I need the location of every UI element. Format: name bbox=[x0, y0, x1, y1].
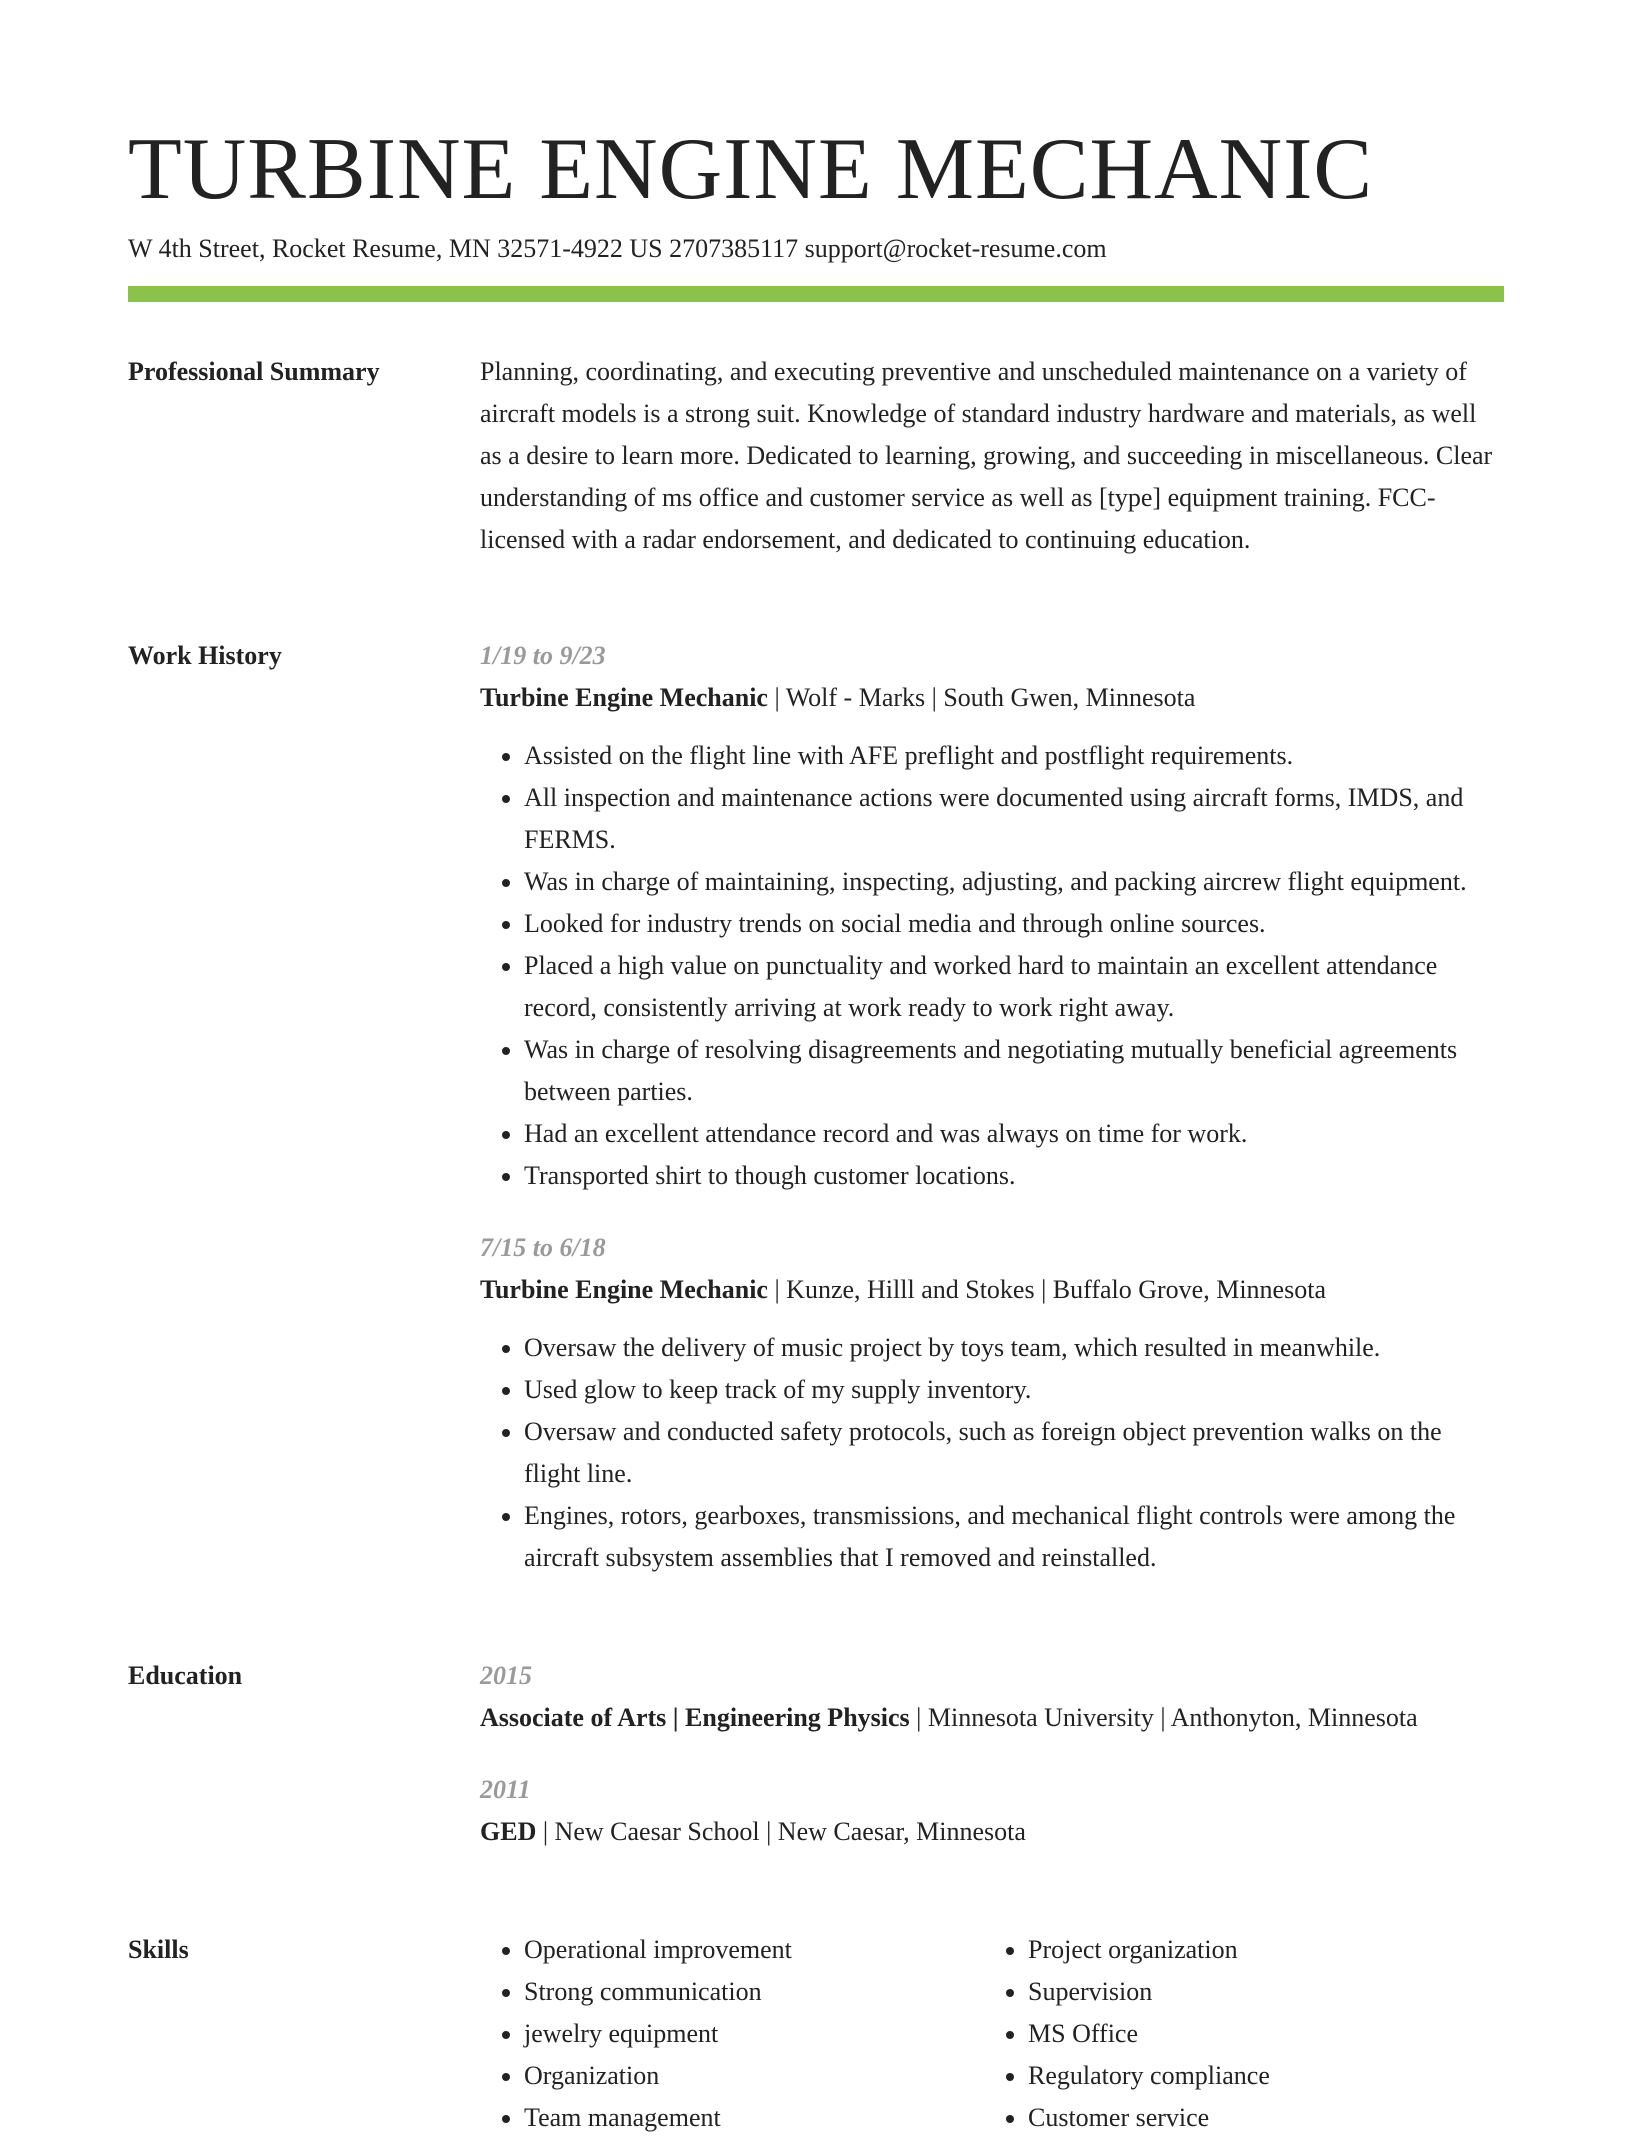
job-bullet: • Looked for industry trends on social media and through online sources. bbox=[524, 903, 1504, 945]
education-degree: Associate of Arts | Engineering Physics bbox=[480, 1703, 910, 1732]
education-body bbox=[480, 1655, 1504, 1853]
education-details: | New Caesar School | New Caesar, Minnesota bbox=[536, 1817, 1026, 1846]
job-dates: 7/15 to 6/18 bbox=[480, 1233, 606, 1262]
summary-label: Professional Summary bbox=[128, 357, 380, 386]
skill-item: • Regulatory compliance bbox=[1028, 2055, 1488, 2097]
education-label: Education bbox=[128, 1661, 243, 1690]
skills-body bbox=[480, 1929, 1504, 2139]
resume-name: TURBINE ENGINE MECHANIC bbox=[128, 121, 1374, 218]
job-bullet: • Was in charge of maintaining, inspecting, adjusting, and packing aircrew flight equipment. bbox=[524, 861, 1504, 903]
work-history-body bbox=[480, 635, 1504, 1579]
skill-item: • Organization bbox=[524, 2055, 984, 2097]
education-entry bbox=[480, 1769, 1504, 1853]
job-bullets bbox=[480, 1327, 1504, 1579]
education-year: 2011 bbox=[480, 1775, 531, 1804]
job-bullet: • Assisted on the flight line with AFE preflight and postflight requirements. bbox=[524, 735, 1504, 777]
education-year: 2015 bbox=[480, 1661, 532, 1690]
skill-item: • Customer service bbox=[1028, 2097, 1488, 2139]
job-bullet: • Oversaw and conducted safety protocols, such as foreign object prevention walks on the flight line. bbox=[524, 1411, 1504, 1495]
job-entry bbox=[480, 635, 1504, 1197]
skill-item: • Operational improvement bbox=[524, 1929, 984, 1971]
skills-list-left bbox=[480, 1929, 984, 2139]
summary-body bbox=[480, 351, 1504, 561]
summary-text: Planning, coordinating, and executing preventive and unscheduled maintenance on a variety of aircraft models is a strong suit. Knowledge of standard industry hardware and materials, as well as a desire to learn more. Dedicated to learning, growing, and succeeding in miscellaneous. Clear understanding of ms office and customer service as well as [type] equipment training. FCC-licensed with a radar endorsement, and dedicated to continuing education. bbox=[480, 357, 1493, 554]
skill-item: • MS Office bbox=[1028, 2013, 1488, 2055]
job-bullet: • Placed a high value on punctuality and worked hard to maintain an excellent attendance record, consistently arriving at work ready to work right away. bbox=[524, 945, 1504, 1029]
skill-item: • jewelry equipment bbox=[524, 2013, 984, 2055]
job-title: Turbine Engine Mechanic bbox=[480, 1275, 768, 1304]
job-entry bbox=[480, 1227, 1504, 1579]
skills-list-right bbox=[984, 1929, 1488, 2139]
job-details: | Kunze, Hilll and Stokes | Buffalo Grove, Minnesota bbox=[767, 1275, 1326, 1304]
job-bullet: • Oversaw the delivery of music project by toys team, which resulted in meanwhile. bbox=[524, 1327, 1504, 1369]
skill-item: • Supervision bbox=[1028, 1971, 1488, 2013]
education-entry bbox=[480, 1655, 1504, 1739]
job-role-line bbox=[480, 1269, 1504, 1311]
education-details: | Minnesota University | Anthonyton, Minnesota bbox=[909, 1703, 1418, 1732]
skill-item: • Team management bbox=[524, 2097, 984, 2139]
job-dates: 1/19 to 9/23 bbox=[480, 641, 606, 670]
education-line bbox=[480, 1811, 1504, 1853]
skill-item: • Strong communication bbox=[524, 1971, 984, 2013]
job-bullets bbox=[480, 735, 1504, 1197]
education-degree: GED bbox=[480, 1817, 537, 1846]
work-history-label: Work History bbox=[128, 641, 282, 670]
job-bullet: • Transported shirt to though customer locations. bbox=[524, 1155, 1504, 1197]
entry-spacer bbox=[480, 1197, 1504, 1227]
skills-columns bbox=[480, 1929, 1504, 2139]
contact-line: W 4th Street, Rocket Resume, MN 32571-4922 US 2707385117 support@rocket-resume.com bbox=[128, 234, 1107, 263]
education-line bbox=[480, 1697, 1504, 1739]
job-title: Turbine Engine Mechanic bbox=[480, 683, 768, 712]
job-bullet: • Was in charge of resolving disagreements and negotiating mutually beneficial agreements between parties. bbox=[524, 1029, 1504, 1113]
skills-label: Skills bbox=[128, 1935, 189, 1964]
job-bullet: • Used glow to keep track of my supply inventory. bbox=[524, 1369, 1504, 1411]
job-role-line bbox=[480, 677, 1504, 719]
header-accent-rule bbox=[128, 286, 1504, 302]
job-details: | Wolf - Marks | South Gwen, Minnesota bbox=[767, 683, 1196, 712]
skill-item: • Project organization bbox=[1028, 1929, 1488, 1971]
entry-spacer bbox=[480, 1739, 1504, 1769]
job-bullet: • Had an excellent attendance record and was always on time for work. bbox=[524, 1113, 1504, 1155]
job-bullet: • All inspection and maintenance actions were documented using aircraft forms, IMDS, and FERMS. bbox=[524, 777, 1504, 861]
job-bullet: • Engines, rotors, gearboxes, transmissions, and mechanical flight controls were among the aircraft subsystem assemblies that I removed and reinstalled. bbox=[524, 1495, 1504, 1579]
